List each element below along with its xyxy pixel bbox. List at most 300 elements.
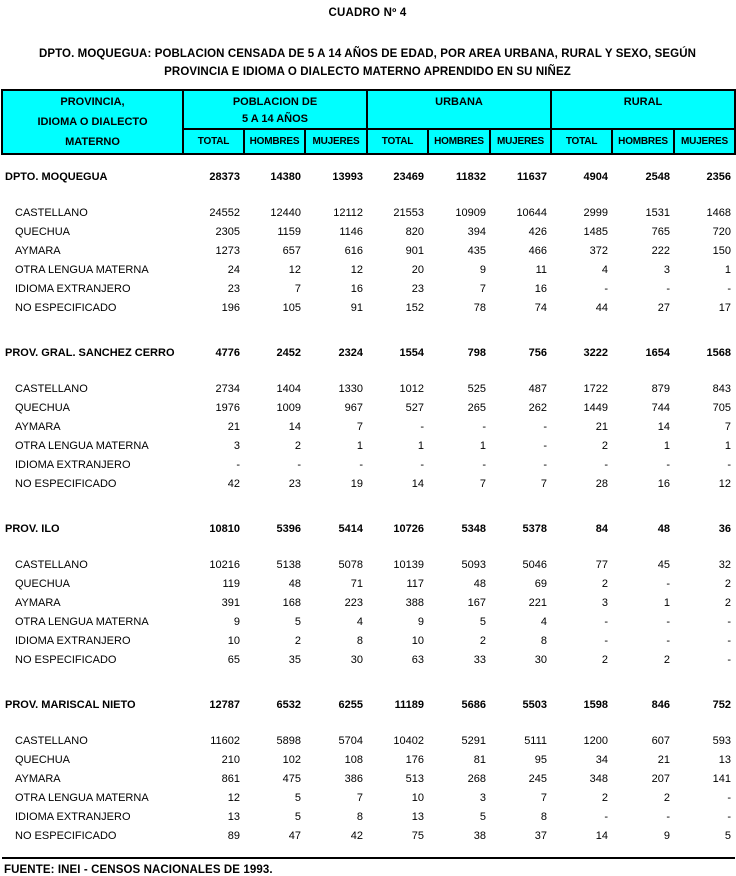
cell-value: 5291 — [461, 734, 486, 747]
cell-value: - — [297, 458, 301, 471]
cell-value: 167 — [467, 596, 486, 609]
row-label: QUECHUA — [15, 401, 71, 414]
cell-value: 394 — [467, 225, 486, 238]
cell-value: 4904 — [583, 171, 609, 183]
cell-value: 8 — [356, 810, 363, 823]
cell-value: - — [482, 458, 486, 471]
cell-value: 5 — [294, 615, 301, 628]
cell-value: 7 — [724, 420, 732, 433]
row-label: QUECHUA — [15, 225, 71, 238]
language-row — [2, 650, 735, 669]
language-row — [2, 279, 735, 298]
header-urbana-line1: URBANA — [435, 96, 483, 108]
spacer-cell — [2, 715, 735, 731]
spacer-row — [2, 154, 735, 167]
language-row — [2, 826, 735, 845]
cell-value: 1 — [724, 263, 732, 276]
header-poblacion-line1: POBLACION DE — [232, 96, 318, 108]
cell-value: 5 — [294, 810, 301, 823]
cell-value: 2734 — [215, 382, 240, 395]
cell-value: 967 — [344, 401, 363, 414]
cell-value: 1009 — [276, 401, 301, 414]
language-row — [2, 788, 735, 807]
cell-value: 1468 — [706, 206, 732, 219]
cell-value: 23 — [227, 282, 240, 295]
header-poblacion-line2: 5 A 14 AÑOS — [241, 113, 309, 125]
cell-value: 268 — [467, 772, 486, 785]
cell-value: 1 — [479, 439, 486, 452]
cell-value: 798 — [467, 347, 486, 359]
cell-value: 47 — [288, 829, 301, 842]
cell-value: 657 — [282, 244, 301, 257]
cell-value: 196 — [221, 301, 240, 314]
cell-value: 11602 — [210, 734, 240, 747]
cell-value: 593 — [712, 734, 732, 747]
cell-value: - — [666, 634, 671, 647]
cell-value: 1568 — [706, 347, 732, 359]
cell-value: 2 — [663, 791, 671, 804]
language-row — [2, 750, 735, 769]
row-label: OTRA LENGUA MATERNA — [15, 439, 149, 452]
row-label: IDIOMA EXTRANJERO — [15, 458, 131, 471]
cell-value: 2548 — [645, 171, 671, 183]
cell-value: 23469 — [393, 171, 424, 183]
spacer-cell — [2, 317, 735, 330]
spacer-row — [2, 317, 735, 330]
cell-value: 527 — [405, 401, 424, 414]
cell-value: 10 — [411, 791, 424, 804]
spacer-cell — [2, 669, 735, 682]
cell-value: 846 — [651, 699, 671, 711]
cell-value: 2 — [724, 596, 732, 609]
cell-value: 150 — [712, 244, 732, 257]
row-label: CASTELLANO — [15, 558, 88, 571]
cell-value: - — [604, 458, 609, 471]
header-total-urbana: TOTAL — [367, 129, 428, 154]
cell-value: 222 — [651, 244, 671, 257]
cell-value: 10810 — [209, 523, 240, 535]
cell-value: - — [359, 458, 363, 471]
cell-value: 7 — [540, 791, 548, 804]
cell-value: 5503 — [522, 699, 548, 711]
cell-value: 69 — [534, 577, 548, 590]
cell-value: 2 — [601, 577, 609, 590]
cell-value: 42 — [350, 829, 363, 842]
cell-value: 10909 — [455, 206, 486, 219]
cell-value: 1 — [663, 596, 671, 609]
cell-value: 2 — [294, 439, 301, 452]
cell-value: 91 — [350, 301, 363, 314]
cell-value: 12787 — [209, 699, 240, 711]
cell-value: 4 — [601, 263, 609, 276]
row-label: CASTELLANO — [15, 734, 88, 747]
cell-value: 1654 — [645, 347, 671, 359]
section-total-row — [2, 167, 735, 187]
cell-value: 861 — [221, 772, 240, 785]
cell-value: 5 — [479, 810, 486, 823]
header-mujeres-urbana: MUJERES — [490, 129, 551, 154]
cell-value: 1976 — [215, 401, 240, 414]
language-row — [2, 455, 735, 474]
cell-value: 21553 — [393, 206, 424, 219]
cell-value: 10 — [411, 634, 424, 647]
cell-value: 207 — [651, 772, 671, 785]
cell-value: 7 — [540, 477, 548, 490]
cell-value: 35 — [288, 653, 301, 666]
cell-value: 265 — [467, 401, 486, 414]
cell-value: 84 — [595, 523, 609, 535]
header-provincia-line3: MATERNO — [65, 136, 120, 148]
table-body — [2, 154, 735, 858]
cell-value: 14380 — [270, 171, 301, 183]
cell-value: 843 — [712, 382, 732, 395]
cell-value: 1273 — [215, 244, 240, 257]
row-label: NO ESPECIFICADO — [15, 477, 117, 490]
row-label: PROV. GRAL. SANCHEZ CERRO — [5, 347, 175, 359]
cell-value: 44 — [595, 301, 609, 314]
row-label: QUECHUA — [15, 753, 71, 766]
cell-value: 1146 — [339, 225, 363, 238]
language-row — [2, 222, 735, 241]
spacer-row — [2, 539, 735, 555]
cell-value: 23 — [411, 282, 424, 295]
cell-value: 8 — [540, 634, 548, 647]
cell-value: 820 — [405, 225, 424, 238]
cell-value: 744 — [651, 401, 671, 414]
cell-value: 616 — [344, 244, 363, 257]
language-row — [2, 555, 735, 574]
cell-value: 24552 — [209, 206, 240, 219]
cell-value: 9 — [233, 615, 240, 628]
language-row — [2, 241, 735, 260]
cell-value: 108 — [344, 753, 363, 766]
cell-value: 5396 — [276, 523, 301, 535]
cell-value: 221 — [528, 596, 548, 609]
cell-value: 5046 — [522, 558, 548, 571]
table-subtitle — [0, 45, 735, 81]
spacer-cell — [2, 187, 735, 203]
cell-value: 3 — [479, 791, 486, 804]
cell-value: 78 — [473, 301, 486, 314]
spacer-row — [2, 330, 735, 343]
row-label: CASTELLANO — [15, 206, 88, 219]
cell-value: 16 — [657, 477, 671, 490]
spacer-row — [2, 669, 735, 682]
row-label: IDIOMA EXTRANJERO — [15, 282, 131, 295]
cell-value: 12 — [718, 477, 732, 490]
row-label: AYMARA — [15, 596, 61, 609]
cell-value: - — [604, 634, 609, 647]
row-label: OTRA LENGUA MATERNA — [15, 615, 149, 628]
cell-value: 21 — [595, 420, 609, 433]
cell-value: 37 — [534, 829, 548, 842]
cell-value: 901 — [405, 244, 424, 257]
header-provincia-line2: IDIOMA O DIALECTO — [37, 116, 148, 128]
cell-value: 5348 — [461, 523, 486, 535]
cell-value: 11189 — [394, 699, 424, 711]
spacer-cell — [2, 682, 735, 695]
spacer-row — [2, 187, 735, 203]
cell-value: 5704 — [338, 734, 363, 747]
cell-value: 5378 — [522, 523, 548, 535]
header-group-urbana — [367, 90, 551, 129]
cell-value: 10216 — [209, 558, 240, 571]
cell-value: 2324 — [338, 347, 363, 359]
row-label: QUECHUA — [15, 577, 71, 590]
cell-value: 1404 — [276, 382, 301, 395]
header-group-poblacion — [183, 90, 367, 129]
row-label: DPTO. MOQUEGUA — [5, 171, 108, 183]
cell-value: 102 — [282, 753, 301, 766]
row-label: IDIOMA EXTRANJERO — [15, 634, 131, 647]
row-label: PROV. ILO — [5, 523, 60, 535]
cell-value: 17 — [718, 301, 732, 314]
cell-value: - — [666, 615, 671, 628]
cell-value: 5078 — [338, 558, 363, 571]
cell-value: 12 — [288, 263, 301, 276]
cell-value: 2 — [294, 634, 301, 647]
header-mujeres-poblacion: MUJERES — [305, 129, 367, 154]
cell-value: 28 — [595, 477, 609, 490]
cell-value: 21 — [657, 753, 671, 766]
cell-value: - — [543, 420, 548, 433]
cell-value: 95 — [534, 753, 548, 766]
cell-value: 2 — [601, 791, 609, 804]
cell-value: 525 — [467, 382, 486, 395]
cell-value: 71 — [350, 577, 363, 590]
cell-value: 705 — [712, 401, 732, 414]
cell-value: 3 — [663, 263, 671, 276]
row-label: AYMARA — [15, 244, 61, 257]
cell-value: 756 — [528, 347, 548, 359]
cell-value: 4776 — [215, 347, 240, 359]
cell-value: - — [604, 282, 609, 295]
cell-value: 20 — [411, 263, 424, 276]
cell-value: 1159 — [277, 225, 301, 238]
cell-value: 1330 — [338, 382, 363, 395]
cell-value: 32 — [718, 558, 732, 571]
cell-value: 1722 — [583, 382, 609, 395]
table-header — [2, 90, 735, 154]
source-note: FUENTE: INEI - CENSOS NACIONALES DE 1993. — [4, 864, 273, 876]
cell-value: - — [727, 458, 732, 471]
cell-value: 14 — [411, 477, 424, 490]
cell-value: 11637 — [517, 171, 548, 183]
cell-value: 13 — [718, 753, 732, 766]
language-row — [2, 474, 735, 493]
cell-value: 89 — [227, 829, 240, 842]
subtitle-line1: DPTO. MOQUEGUA: POBLACION CENSADA DE 5 A 14 AÑOS DE EDAD, POR AREA URBANA, RURAL Y SEXO, SEGÚN — [38, 48, 697, 60]
cell-value: - — [727, 615, 732, 628]
section-total-row — [2, 519, 735, 539]
cell-value: 11 — [535, 263, 548, 276]
cell-value: 5093 — [461, 558, 486, 571]
cell-value: 10644 — [516, 206, 548, 219]
cell-value: 21 — [227, 420, 240, 433]
cell-value: 7 — [294, 282, 301, 295]
cell-value: 475 — [282, 772, 301, 785]
cell-value: 752 — [712, 699, 732, 711]
row-label: AYMARA — [15, 772, 61, 785]
cell-value: 119 — [222, 577, 240, 590]
cell-value: 3 — [601, 596, 609, 609]
cell-value: 16 — [350, 282, 363, 295]
cell-value: - — [666, 458, 671, 471]
cell-value: 42 — [227, 477, 240, 490]
cell-value: - — [482, 420, 486, 433]
cell-value: 1598 — [583, 699, 609, 711]
cell-value: 5898 — [276, 734, 301, 747]
cell-value: - — [727, 653, 732, 666]
cell-value: 14 — [595, 829, 609, 842]
cell-value: 48 — [657, 523, 671, 535]
row-label: OTRA LENGUA MATERNA — [15, 263, 149, 276]
cell-value: 117 — [406, 577, 424, 590]
spacer-cell — [2, 539, 735, 555]
cell-value: 2 — [663, 653, 671, 666]
row-label: NO ESPECIFICADO — [15, 653, 117, 666]
cell-value: - — [666, 282, 671, 295]
cell-value: - — [543, 458, 548, 471]
section-total-row — [2, 343, 735, 363]
cell-value: - — [727, 634, 732, 647]
cell-value: 34 — [595, 753, 609, 766]
cell-value: 7 — [479, 282, 486, 295]
cell-value: 24 — [227, 263, 240, 276]
cell-value: - — [604, 615, 609, 628]
cell-value: 28373 — [209, 171, 240, 183]
cell-value: 36 — [718, 523, 732, 535]
cell-value: 879 — [651, 382, 671, 395]
cell-value: 1 — [724, 439, 732, 452]
header-hombres-rural: HOMBRES — [612, 129, 674, 154]
cell-value: 65 — [227, 653, 240, 666]
cell-value: 152 — [405, 301, 424, 314]
language-row — [2, 298, 735, 317]
cell-value: 8 — [356, 634, 363, 647]
cell-value: 720 — [712, 225, 732, 238]
cell-value: 12440 — [270, 206, 301, 219]
cell-value: - — [543, 439, 548, 452]
language-row — [2, 379, 735, 398]
language-row — [2, 631, 735, 650]
cell-value: 4 — [356, 615, 363, 628]
cell-value: 27 — [657, 301, 671, 314]
cell-value: 16 — [534, 282, 548, 295]
cell-value: 245 — [528, 772, 548, 785]
cell-value: 1449 — [583, 401, 609, 414]
row-label: CASTELLANO — [15, 382, 88, 395]
language-row — [2, 260, 735, 279]
cell-value: - — [666, 577, 671, 590]
spacer-cell — [2, 363, 735, 379]
language-row — [2, 436, 735, 455]
cell-value: 2452 — [276, 347, 301, 359]
spacer-cell — [2, 330, 735, 343]
language-row — [2, 203, 735, 222]
cell-value: 391 — [221, 596, 240, 609]
cell-value: 1 — [417, 439, 424, 452]
cell-value: 435 — [467, 244, 486, 257]
cell-value: 12 — [227, 791, 240, 804]
cell-value: 9 — [663, 829, 671, 842]
cell-value: 765 — [651, 225, 671, 238]
cell-value: 33 — [473, 653, 486, 666]
cell-value: 513 — [405, 772, 424, 785]
cell-value: 2 — [601, 439, 609, 452]
cell-value: 176 — [405, 753, 424, 766]
cell-value: 6532 — [276, 699, 301, 711]
cell-value: 5138 — [276, 558, 301, 571]
cell-value: 2356 — [706, 171, 732, 183]
cell-value: 210 — [221, 753, 240, 766]
spacer-cell — [2, 493, 735, 506]
cell-value: 30 — [534, 653, 548, 666]
spacer-row — [2, 682, 735, 695]
language-row — [2, 769, 735, 788]
cell-value: 23 — [288, 477, 301, 490]
spacer-cell — [2, 506, 735, 519]
cell-value: - — [420, 458, 424, 471]
section-total-row — [2, 695, 735, 715]
cell-value: 1531 — [645, 206, 671, 219]
cell-value: 11832 — [456, 171, 486, 183]
cell-value: 30 — [350, 653, 363, 666]
row-label: OTRA LENGUA MATERNA — [15, 791, 149, 804]
cell-value: 48 — [288, 577, 301, 590]
cell-value: 74 — [534, 301, 548, 314]
spacer-cell — [2, 845, 735, 858]
header-hombres-poblacion: HOMBRES — [244, 129, 305, 154]
cell-value: 5 — [479, 615, 486, 628]
language-row — [2, 398, 735, 417]
cell-value: 19 — [350, 477, 363, 490]
cell-value: 81 — [473, 753, 486, 766]
cell-value: 13 — [227, 810, 240, 823]
cell-value: 12 — [350, 263, 363, 276]
cell-value: 1 — [356, 439, 363, 452]
header-group-row — [2, 90, 735, 129]
cell-value: - — [727, 791, 732, 804]
row-label: PROV. MARISCAL NIETO — [5, 699, 136, 711]
spacer-row — [2, 506, 735, 519]
spacer-row — [2, 845, 735, 858]
cell-value: 5 — [294, 791, 301, 804]
language-row — [2, 574, 735, 593]
cell-value: 12112 — [333, 206, 363, 219]
cell-value: 63 — [411, 653, 424, 666]
cell-value: 1200 — [583, 734, 609, 747]
cell-value: 14 — [657, 420, 671, 433]
cell-value: 141 — [712, 772, 732, 785]
header-mujeres-rural: MUJERES — [674, 129, 735, 154]
header-total-rural: TOTAL — [551, 129, 612, 154]
cell-value: 262 — [528, 401, 548, 414]
cell-value: 1485 — [583, 225, 609, 238]
cell-value: 9 — [479, 263, 486, 276]
cell-value: 426 — [528, 225, 548, 238]
cell-value: 3222 — [583, 347, 609, 359]
cell-value: 372 — [589, 244, 609, 257]
spacer-row — [2, 363, 735, 379]
cell-value: 13 — [411, 810, 424, 823]
cell-value: 9 — [417, 615, 424, 628]
cell-value: 2 — [724, 577, 732, 590]
cell-value: 3 — [233, 439, 240, 452]
cell-value: 5111 — [524, 734, 548, 747]
header-rural-line1: RURAL — [623, 96, 663, 108]
cell-value: 45 — [657, 558, 671, 571]
